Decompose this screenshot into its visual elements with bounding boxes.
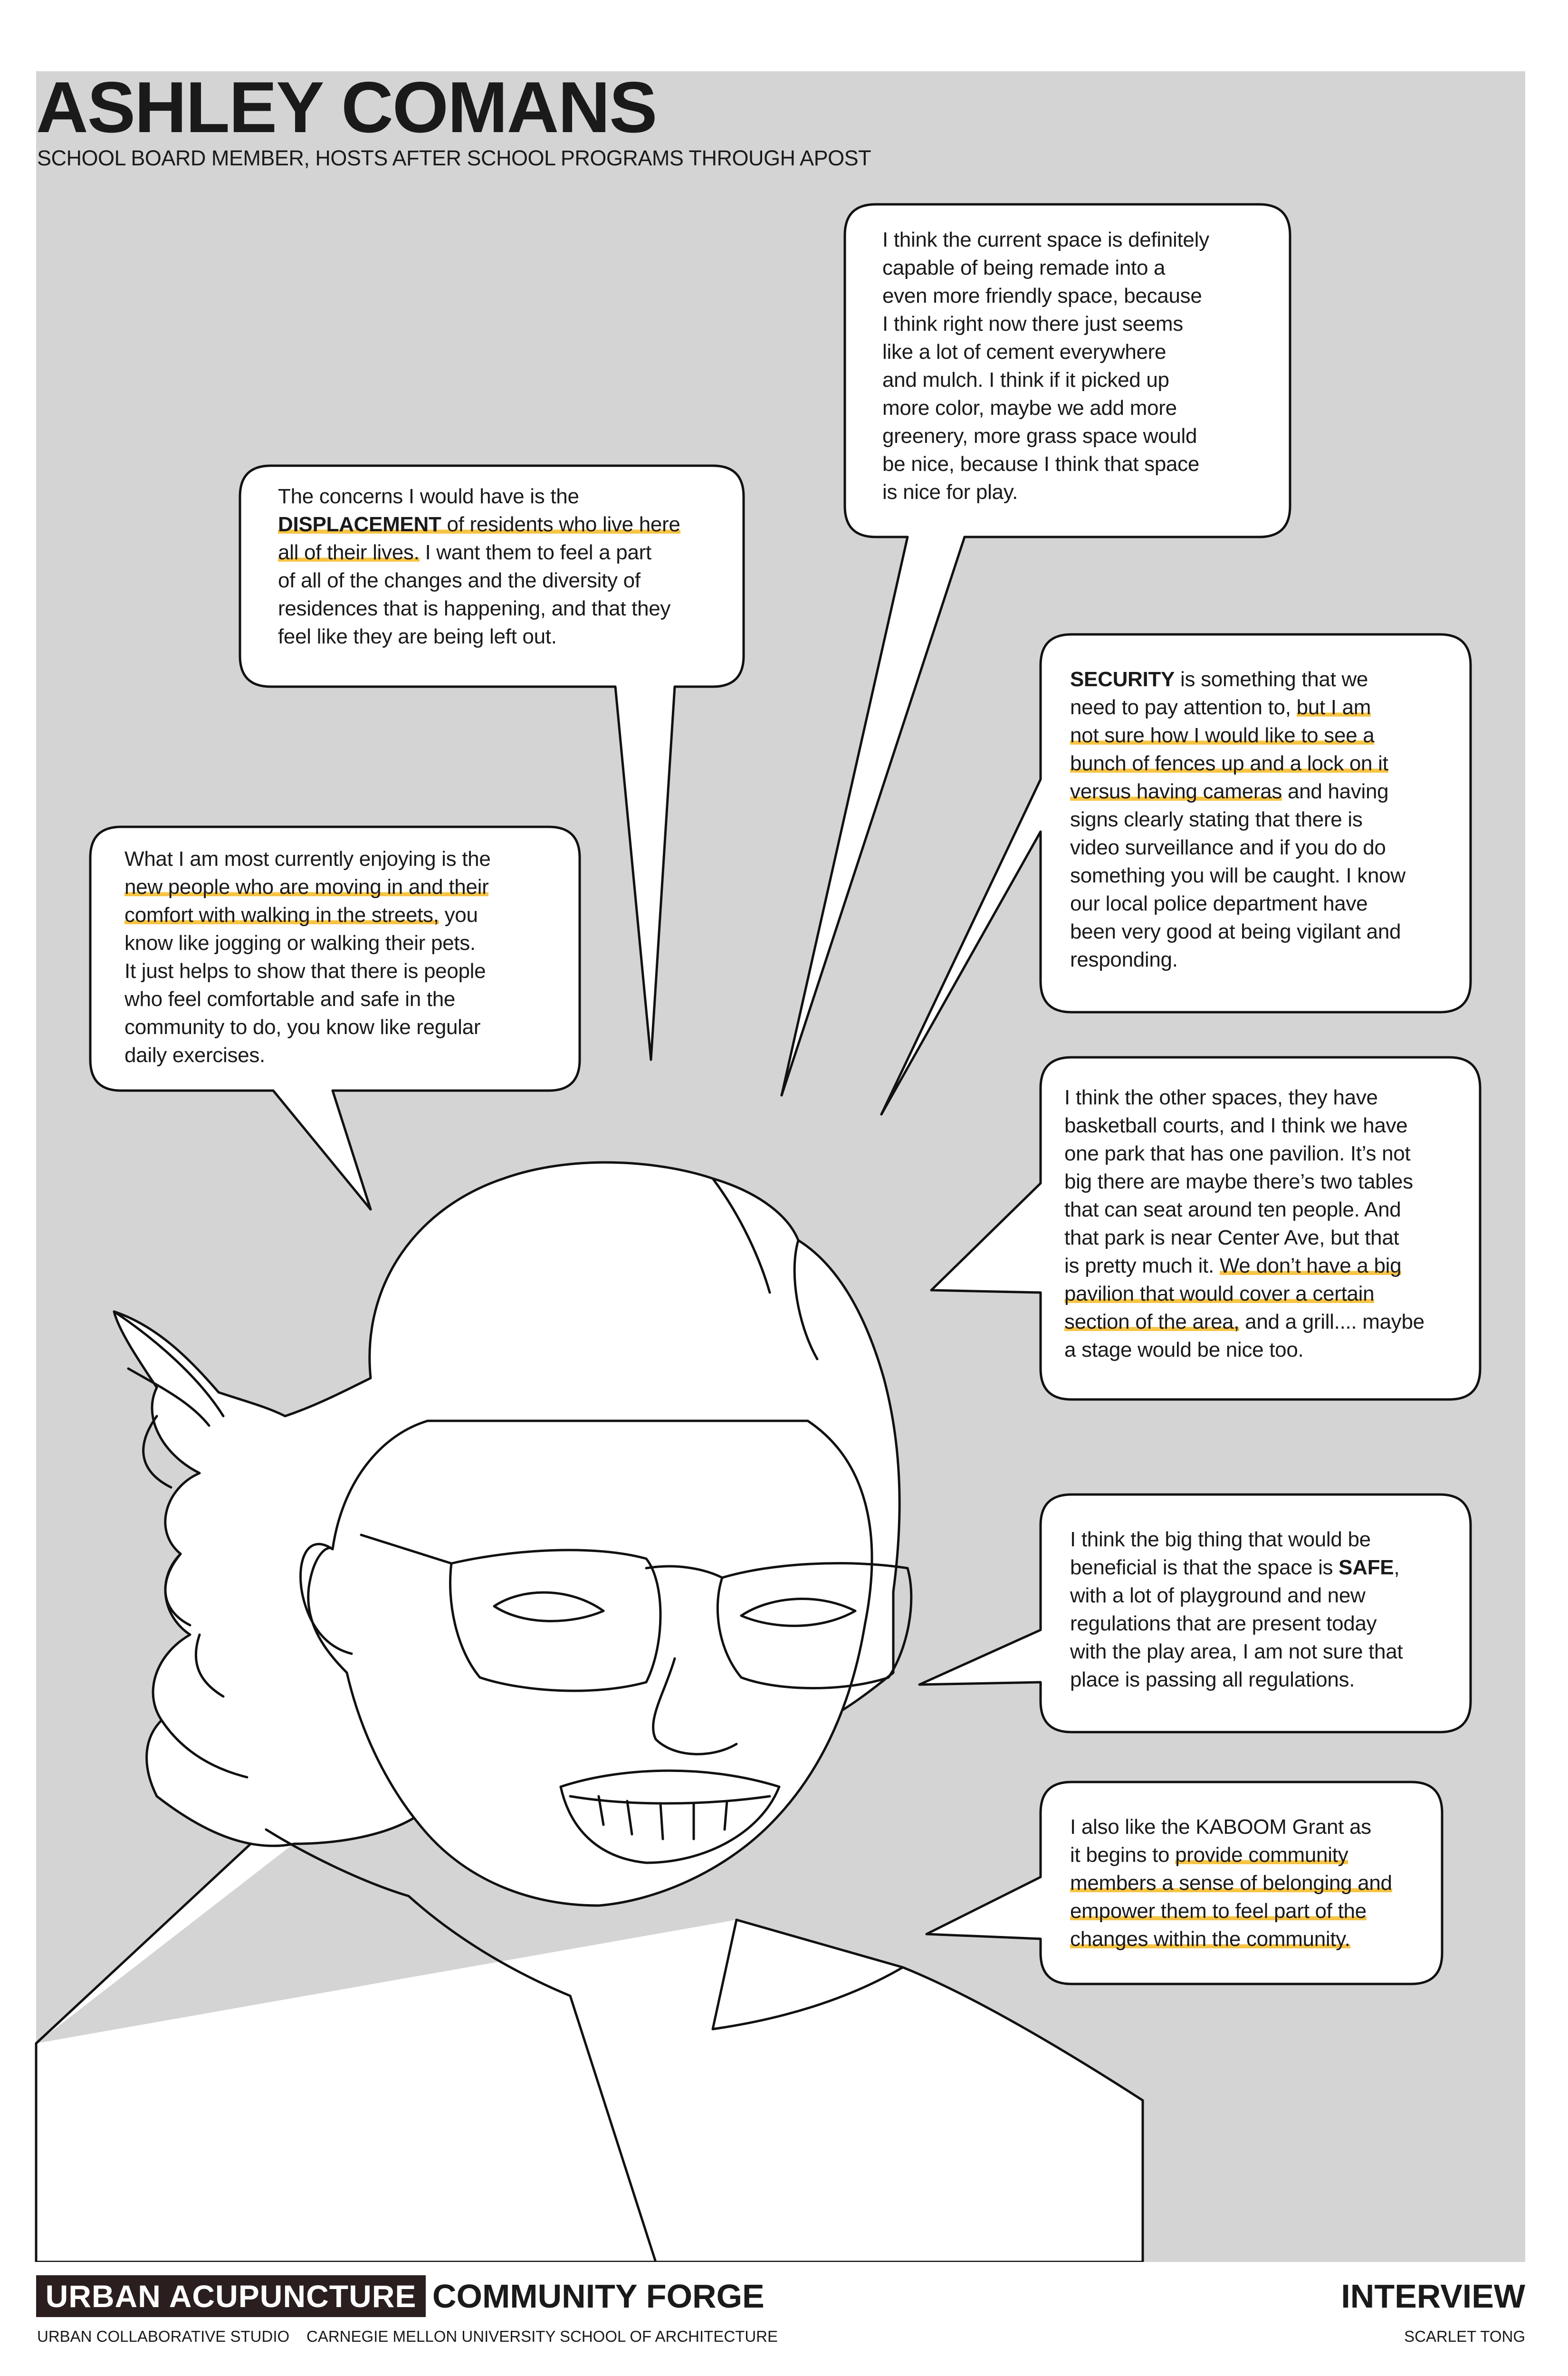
quote-line	[278, 510, 680, 538]
document-type-label: INTERVIEW	[1341, 2278, 1525, 2315]
quote-line: one park that has one pavilion. It’s not	[1064, 1142, 1411, 1165]
quote-line: even more friendly space, because	[882, 284, 1202, 307]
program-label: URBAN ACUPUNCTURE	[36, 2275, 426, 2317]
quote-line	[1070, 1841, 1392, 1869]
quote-line: greenery, more grass space would	[882, 424, 1197, 448]
author-label: SCARLET TONG	[1404, 2328, 1525, 2345]
quote-kaboom	[1070, 1813, 1392, 1953]
project-label: COMMUNITY FORGE	[432, 2278, 765, 2315]
quote-line	[1070, 693, 1405, 721]
quote-line: capable of being remade into a	[882, 256, 1166, 279]
quote-line	[1070, 1897, 1392, 1925]
quote-line: more color, maybe we add more	[882, 396, 1177, 420]
quote-line	[1070, 721, 1405, 749]
highlighted-text: empower them to feel part of the	[1070, 1899, 1367, 1923]
quote-line: be nice, because I think that space	[882, 452, 1200, 476]
quote-pavilion	[1064, 1083, 1425, 1364]
quote-text: beneficial is that the space is	[1070, 1556, 1339, 1579]
quote-displacement	[278, 482, 680, 651]
keyword-safe: SAFE	[1339, 1556, 1394, 1579]
quote-line: video surveillance and if you do do	[1070, 836, 1386, 859]
quote-line: of all of the changes and the diversity of	[278, 569, 641, 592]
interviewee-name: ASHLEY COMANS	[36, 67, 657, 148]
quote-text: and having	[1282, 780, 1389, 803]
quote-cement	[882, 226, 1209, 506]
quote-line	[1070, 1925, 1392, 1953]
quote-line: I think right now there just seems	[882, 312, 1183, 335]
quote-line: our local police department have	[1070, 892, 1368, 915]
quote-safe	[1070, 1525, 1403, 1694]
quote-line: know like jogging or walking their pets.	[124, 931, 476, 955]
highlighted-text: versus having cameras	[1070, 780, 1282, 803]
quote-line: who feel comfortable and safe in the	[124, 987, 456, 1011]
highlighted-text: comfort with walking in the streets,	[124, 903, 439, 927]
quote-line	[1070, 1869, 1392, 1897]
quote-line: What I am most currently enjoying is the	[124, 847, 491, 871]
quote-text: need to pay attention to,	[1070, 696, 1297, 719]
quote-line: I think the big thing that would be	[1070, 1528, 1371, 1551]
quote-line: with the play area, I am not sure that	[1070, 1640, 1403, 1663]
quote-text: you	[439, 903, 478, 927]
quote-line	[1064, 1252, 1425, 1280]
quote-line: with a lot of playground and new	[1070, 1584, 1366, 1607]
quote-line: signs clearly stating that there is	[1070, 808, 1363, 831]
quote-line: like a lot of cement everywhere	[882, 340, 1166, 364]
quote-line	[1064, 1280, 1425, 1308]
studio-label: URBAN COLLABORATIVE STUDIO	[37, 2328, 290, 2345]
quote-line	[1070, 777, 1405, 805]
highlighted-text: bunch of fences up and a lock on it	[1070, 752, 1388, 775]
quote-line: something you will be caught. I know	[1070, 864, 1405, 887]
quote-text: and a grill.... maybe	[1239, 1310, 1425, 1333]
quote-security	[1070, 665, 1405, 974]
quote-line: feel like they are being left out.	[278, 625, 557, 648]
quote-line	[1070, 665, 1405, 693]
quote-text: is pretty much it.	[1064, 1254, 1220, 1277]
quote-line	[1070, 749, 1405, 777]
school-label: CARNEGIE MELLON UNIVERSITY SCHOOL OF ARCHITECTURE	[306, 2328, 778, 2345]
interviewee-role: SCHOOL BOARD MEMBER, HOSTS AFTER SCHOOL PROGRAMS THROUGH APOST	[37, 146, 871, 170]
quote-line: The concerns I would have is the	[278, 485, 579, 508]
quote-line: that can seat around ten people. And	[1064, 1198, 1401, 1221]
quote-line: that park is near Center Ave, but that	[1064, 1226, 1399, 1249]
quote-enjoying	[124, 845, 491, 1069]
quote-text: it begins to	[1070, 1843, 1176, 1867]
quote-line: and mulch. I think if it picked up	[882, 368, 1169, 392]
highlighted-text: not sure how I would like to see a	[1070, 724, 1375, 747]
highlighted-text: section of the area,	[1064, 1310, 1240, 1333]
quote-line: a stage would be nice too.	[1064, 1338, 1304, 1361]
quote-line: is nice for play.	[882, 480, 1018, 504]
quote-line: place is passing all regulations.	[1070, 1668, 1355, 1691]
quote-line: daily exercises.	[124, 1044, 265, 1067]
highlighted-text: all of their lives.	[278, 541, 420, 564]
highlighted-text: new people who are moving in and their	[124, 875, 489, 899]
quote-line: I think the current space is definitely	[882, 228, 1209, 251]
keyword-security: SECURITY	[1070, 668, 1175, 691]
highlighted-text: provide community	[1175, 1843, 1348, 1867]
quote-line	[278, 538, 680, 566]
highlighted-text: members a sense of belonging and	[1070, 1871, 1392, 1895]
quote-line: regulations that are present today	[1070, 1612, 1377, 1635]
quote-line: basketball courts, and I think we have	[1064, 1114, 1408, 1137]
highlighted-text: but I am	[1296, 696, 1371, 719]
quote-line: I think the other spaces, they have	[1064, 1086, 1378, 1109]
quote-line	[124, 901, 491, 929]
quote-line	[1070, 1553, 1403, 1581]
highlighted-text: We don’t have a big	[1219, 1254, 1402, 1277]
quote-text: I want them to feel a part	[419, 541, 651, 564]
highlighted-text: pavilion that would cover a certain	[1064, 1282, 1375, 1305]
quote-line: It just helps to show that there is people	[124, 959, 486, 983]
keyword-displacement: DISPLACEMENT	[278, 513, 441, 536]
quote-line: community to do, you know like regular	[124, 1016, 481, 1039]
quote-line: I also like the KABOOM Grant as	[1070, 1815, 1371, 1839]
quote-text: ,	[1394, 1556, 1400, 1579]
highlighted-text: changes within the community.	[1070, 1927, 1350, 1951]
quote-line: big there are maybe there’s two tables	[1064, 1170, 1413, 1193]
quote-line: been very good at being vigilant and	[1070, 920, 1401, 943]
highlighted-text: of residents who live here	[441, 513, 680, 536]
quote-line	[124, 873, 491, 901]
quote-text: is something that we	[1175, 668, 1368, 691]
quote-line: responding.	[1070, 948, 1178, 971]
quote-line	[1064, 1308, 1425, 1336]
quote-line: residences that is happening, and that they	[278, 597, 671, 620]
